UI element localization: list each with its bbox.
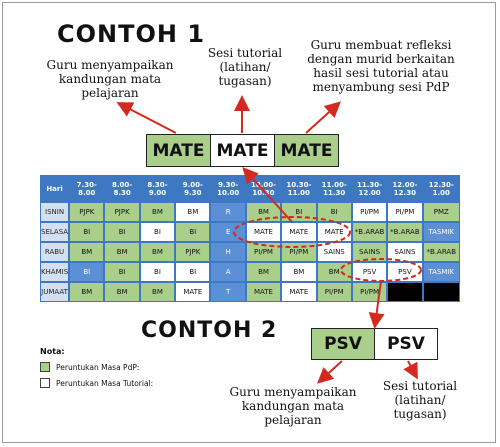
- table-cell: TASMIK: [424, 263, 459, 281]
- table-cell: BM: [141, 203, 174, 221]
- table-cell: MATE: [247, 223, 280, 241]
- table-cell: PSV: [388, 263, 421, 281]
- table-header-cell: 10.00- 10.30: [247, 176, 280, 201]
- table-cell: PMZ: [424, 203, 459, 221]
- table-cell: PI/PM: [388, 203, 421, 221]
- table-cell: BM: [70, 283, 103, 301]
- title-contoh-2: CONTOH 2: [141, 318, 278, 343]
- note-line: Sesi tutorial: [207, 46, 283, 60]
- table-header-cell: 11.00- 11.30: [318, 176, 351, 201]
- note-line: tugasan): [393, 407, 447, 421]
- table-cell: BI: [141, 223, 174, 241]
- arrow-to-right-note: [306, 104, 338, 133]
- note-line: Guru membuat refleksi: [310, 38, 452, 52]
- table-cell: BM: [282, 263, 315, 281]
- psv-box-2: PSV: [374, 328, 438, 360]
- note-line: Guru menyampaikan: [46, 58, 174, 72]
- table-cell: PJPK: [176, 243, 209, 261]
- table-cell: MATE: [176, 283, 209, 301]
- table-cell: PI/PM: [247, 243, 280, 261]
- mate-box-2: MATE: [210, 134, 275, 167]
- table-day-cell: SELASA: [41, 223, 68, 241]
- table-cell: BI: [318, 203, 351, 221]
- table-cell: E: [211, 223, 244, 241]
- table-cell: BM: [247, 263, 280, 281]
- title-contoh-1: CONTOH 1: [57, 20, 206, 48]
- table-cell: BM: [247, 203, 280, 221]
- table-cell: PI/PM: [353, 203, 386, 221]
- table-day-cell: KHAMIS: [41, 263, 68, 281]
- note-line: Guru menyampaikan: [229, 385, 357, 399]
- table-header-cell: 11.30- 12.00: [353, 176, 386, 201]
- note-line: (latihan/: [394, 393, 446, 407]
- arrow-to-left-note: [120, 104, 176, 133]
- highlight-psv-row: [341, 259, 421, 281]
- mate-box-3: MATE: [274, 134, 339, 167]
- table-cell: BI: [141, 263, 174, 281]
- table-day-cell: RABU: [41, 243, 68, 261]
- table-header-cell: 10.30- 11.00: [282, 176, 315, 201]
- table-cell: BI: [70, 263, 103, 281]
- table-cell: BI: [282, 203, 315, 221]
- table-cell: MATE: [247, 283, 280, 301]
- table-cell: BM: [141, 283, 174, 301]
- note-line: dengan murid berkaitan: [307, 52, 455, 66]
- table-header-cell: 12.30- 1.00: [424, 176, 459, 201]
- table-cell: BM: [105, 243, 138, 261]
- note-line: Sesi tutorial: [382, 379, 458, 393]
- legend-label-tutorial: Peruntukan Masa Tutorial:: [56, 379, 154, 388]
- table-cell: BM: [70, 243, 103, 261]
- table-cell: PI/PM: [282, 243, 315, 261]
- table-header-cell: 8.30-9.00: [141, 176, 174, 201]
- table-header-cell: 12.00- 12.30: [388, 176, 421, 201]
- table-cell: T: [211, 283, 244, 301]
- table-header-cell: 8.00-8.30: [105, 176, 138, 201]
- note-line: kandungan mata pelajaran: [241, 399, 345, 427]
- table-cell: H: [211, 243, 244, 261]
- note-line: kandungan mata: [58, 72, 162, 86]
- table-day-cell: JUMAAT: [41, 283, 68, 301]
- table-header-cell: 9.30- 10.00: [211, 176, 244, 201]
- table-cell: SAINS: [353, 243, 386, 261]
- table-cell: BM: [141, 243, 174, 261]
- arrow-psv-down: [375, 281, 381, 325]
- arrow-to-bottom-left-note: [320, 361, 342, 381]
- table-cell: *B.ARAB: [424, 243, 459, 261]
- table-cell: *B.ARAB: [388, 223, 421, 241]
- arrow-to-bottom-right-note: [408, 361, 416, 376]
- table-cell: BI: [105, 263, 138, 281]
- table-day-cell: ISNIN: [41, 203, 68, 221]
- table-cell: SAINS: [318, 243, 351, 261]
- table-cell: BI: [70, 223, 103, 241]
- note-line: hasil sesi tutorial atau: [313, 66, 449, 80]
- table-cell: PI/PM: [318, 283, 351, 301]
- table-header-cell: 7.30-8.00: [70, 176, 103, 201]
- table-cell: PSV: [353, 263, 386, 281]
- table-cell: MATE: [282, 283, 315, 301]
- table-cell: MATE: [318, 223, 351, 241]
- table-header-cell: Hari: [41, 176, 68, 201]
- note-line: menyambung sesi PdP: [312, 80, 450, 94]
- table-cell: BM: [176, 203, 209, 221]
- table-cell: BI: [176, 223, 209, 241]
- note-line: (latihan/: [219, 60, 271, 74]
- table-cell: PJPK: [70, 203, 103, 221]
- table-cell: MATE: [282, 223, 315, 241]
- psv-box-1: PSV: [311, 328, 375, 360]
- table-cell: BI: [176, 263, 209, 281]
- legend-label-pdp: Peruntukan Masa PdP:: [56, 363, 140, 372]
- table-cell: BM: [318, 263, 351, 281]
- mate-box-1: MATE: [146, 134, 211, 167]
- table-cell: BI: [105, 223, 138, 241]
- table-cell: PI/PM: [353, 283, 386, 301]
- table-cell: TASMIK: [424, 223, 459, 241]
- note-line: pelajaran: [81, 86, 139, 100]
- legend-heading: Nota:: [40, 347, 65, 356]
- table-cell: R: [211, 203, 244, 221]
- table-cell: PJPK: [105, 203, 138, 221]
- table-cell: SAINS: [388, 243, 421, 261]
- table-cell: A: [211, 263, 244, 281]
- table-cell: BM: [105, 283, 138, 301]
- table-cell: *B.ARAB: [353, 223, 386, 241]
- table-header-cell: 9.00-9.30: [176, 176, 209, 201]
- note-line: tugasan): [218, 74, 272, 88]
- arrow-mate-up: [245, 170, 292, 222]
